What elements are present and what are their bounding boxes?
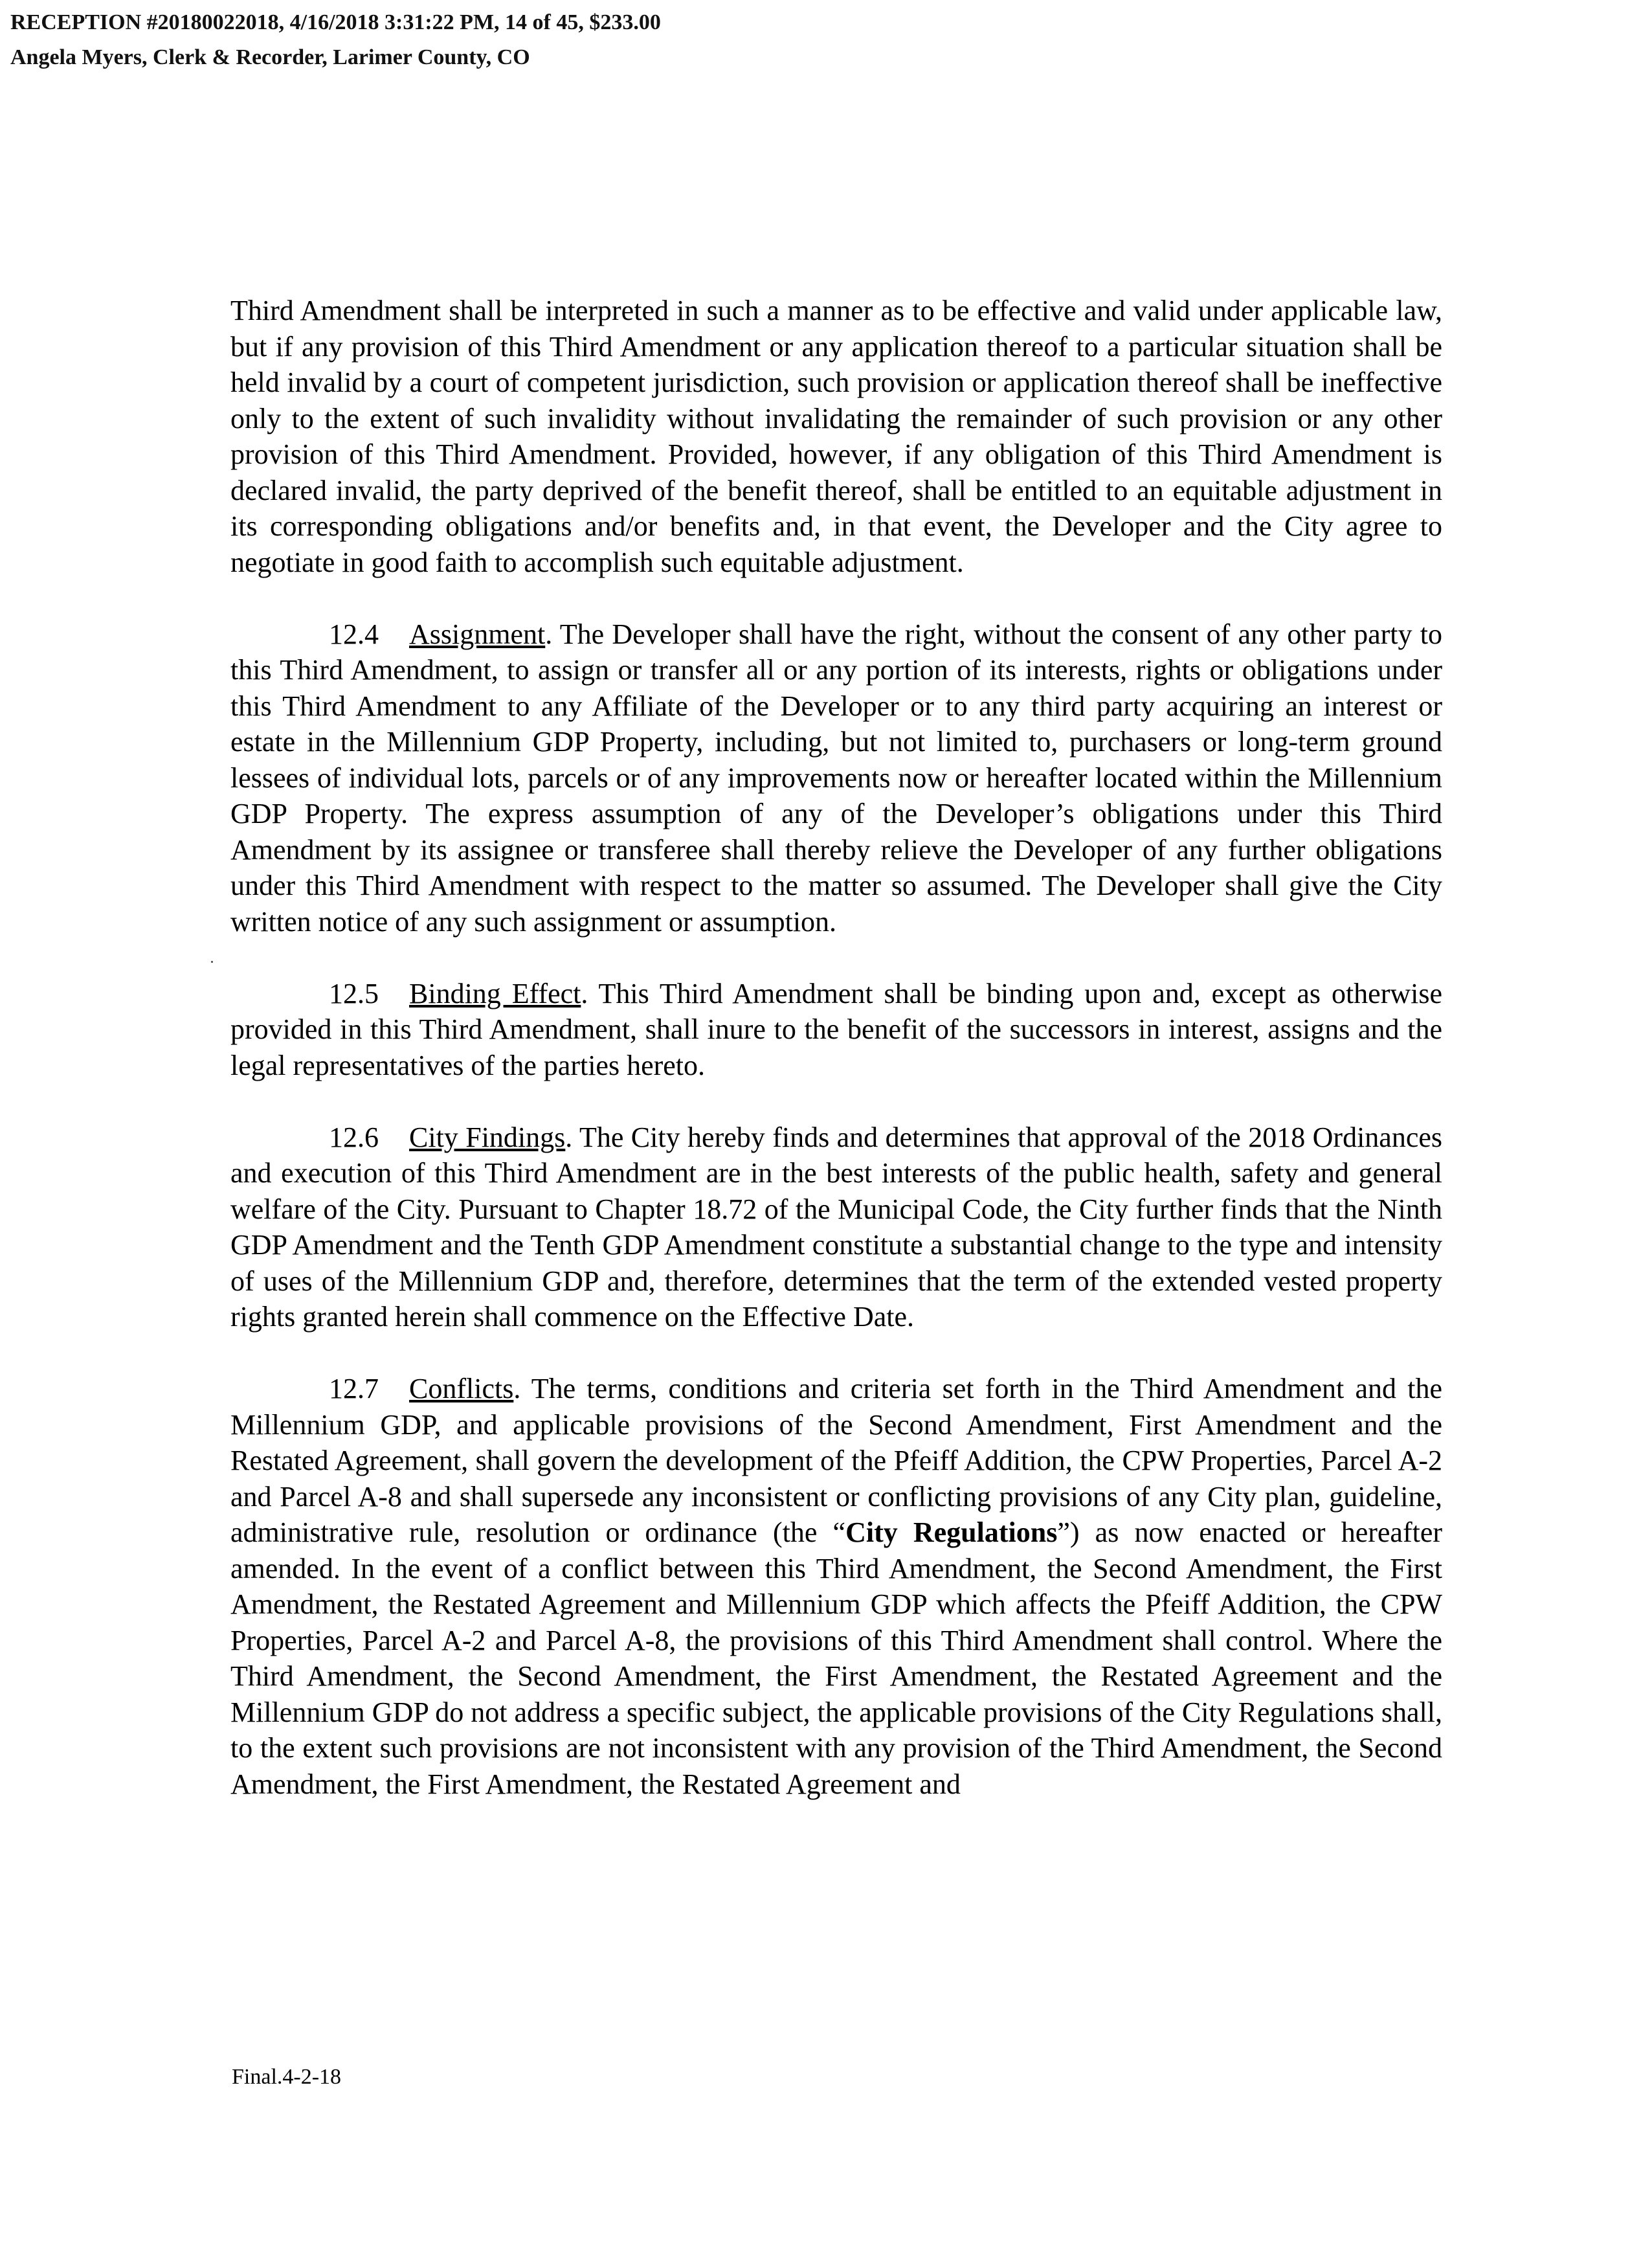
section-text: . This Third Amendment shall be binding upon and, except as otherwise provided in this Third Amendment, shall inure to the benefit of the successors in interest, assigns and the legal representatives of the parties hereto. <box>230 977 1443 1081</box>
section-text: . The City hereby finds and determines that approval of the 2018 Ordinances and execution of this Third Amendment are in the best interests of the public health, safety and general welfare of the City. Pursuant to Chapter 18.72 of the Municipal Code, the City further finds that the Ninth GDP Amendment and the Tenth GDP Amendment constitute a substantial change to the type and intensity of uses of the Millennium GDP and, therefore, determines that the term of the extended vested property rights granted herein shall commence on the Effective Date. <box>230 1121 1443 1333</box>
recording-stamp <box>10 5 661 75</box>
footer-label: Final.4-2-18 <box>232 2065 342 2089</box>
continuation-paragraph: Third Amendment shall be interpreted in such a manner as to be effective and valid under applicable law, but if any provision of this Third Amendment or any application thereof to a particular situation shall be held invalid by a court of competent jurisdiction, such provision or application thereof shall be ineffective only to the extent of such invalidity without invalidating the remainder of such provision or any other provision of this Third Amendment. Provided, however, if any obligation of this Third Amendment is declared invalid, the party deprived of the benefit thereof, shall be entitled to an equitable adjustment in its corresponding obligations and/or benefits and, in that event, the Developer and the City agree to negotiate in good faith to accomplish such equitable adjustment. <box>230 295 1442 578</box>
section-heading: Conflicts <box>409 1373 514 1404</box>
section-12-4 <box>230 616 1442 940</box>
section-number: 12.6 <box>329 1121 379 1153</box>
section-number: 12.7 <box>329 1373 379 1404</box>
section-text: . The terms, conditions and criteria set forth in the Third Amendment and the Millennium GDP, and applicable provisions of the Second Amendment, First Amendment and the Restated Agreement, shall govern the development of the Pfeiff Addition, the CPW Properties, Parcel A-2 and Parcel A-8 and shall supersede any inconsistent or conflicting provisions of any City plan, guideline, administrative rule, resolution or ordinance (the “ <box>230 1373 1442 1548</box>
section-heading: Binding Effect <box>409 977 581 1009</box>
scan-speck <box>211 961 213 963</box>
defined-term: City Regulations <box>845 1516 1058 1548</box>
section-text: . The Developer shall have the right, without the consent of any other party to this Third Amendment, to assign or transfer all or any portion of its interests, rights or obligations under this Third Amendment to any Affiliate of the Developer or to any third party acquiring an interest or estate in the Millennium GDP Property, including, but not limited to, purchasers or long-term ground lessees of individual lots, parcels or of any improvements now or hereafter located within the Millennium GDP Property. The express assumption of any of the Developer’s obligations under this Third Amendment by its assignee or transferee shall thereby relieve the Developer of any further obligations under this Third Amendment with respect to the matter so assumed. The Developer shall give the City written notice of any such assignment or assumption. <box>230 618 1442 938</box>
section-text-continued: ”) as now enacted or hereafter amended. In the event of a conflict between this Third Amendment, the Second Amendment, the First Amendment, the Restated Agreement and Millennium GDP which affects the Pfeiff Addition, the CPW Properties, Parcel A-2 and Parcel A-8, the provisions of this Third Amendment shall control. Where the Third Amendment, the Second Amendment, the First Amendment, the Restated Agreement and the Millennium GDP do not address a specific subject, the applicable provisions of the City Regulations shall, to the extent such provisions are not inconsistent with any provision of the Third Amendment, the Second Amendment, the First Amendment, the Restated Agreement and <box>230 1516 1443 1800</box>
section-heading: City Findings <box>409 1121 566 1153</box>
section-12-6 <box>230 1120 1442 1335</box>
section-number: 12.5 <box>329 977 379 1009</box>
section-number: 12.4 <box>329 618 379 650</box>
document-body <box>230 293 1442 1838</box>
section-heading: Assignment <box>409 618 546 650</box>
recording-stamp-line-2: Angela Myers, Clerk & Recorder, Larimer County, CO <box>10 45 530 69</box>
recording-stamp-line-1: RECEPTION #20180022018, 4/16/2018 3:31:22 PM, 14 of 45, $233.00 <box>10 10 661 34</box>
section-12-5 <box>230 976 1442 1084</box>
section-12-7 <box>230 1371 1442 1802</box>
